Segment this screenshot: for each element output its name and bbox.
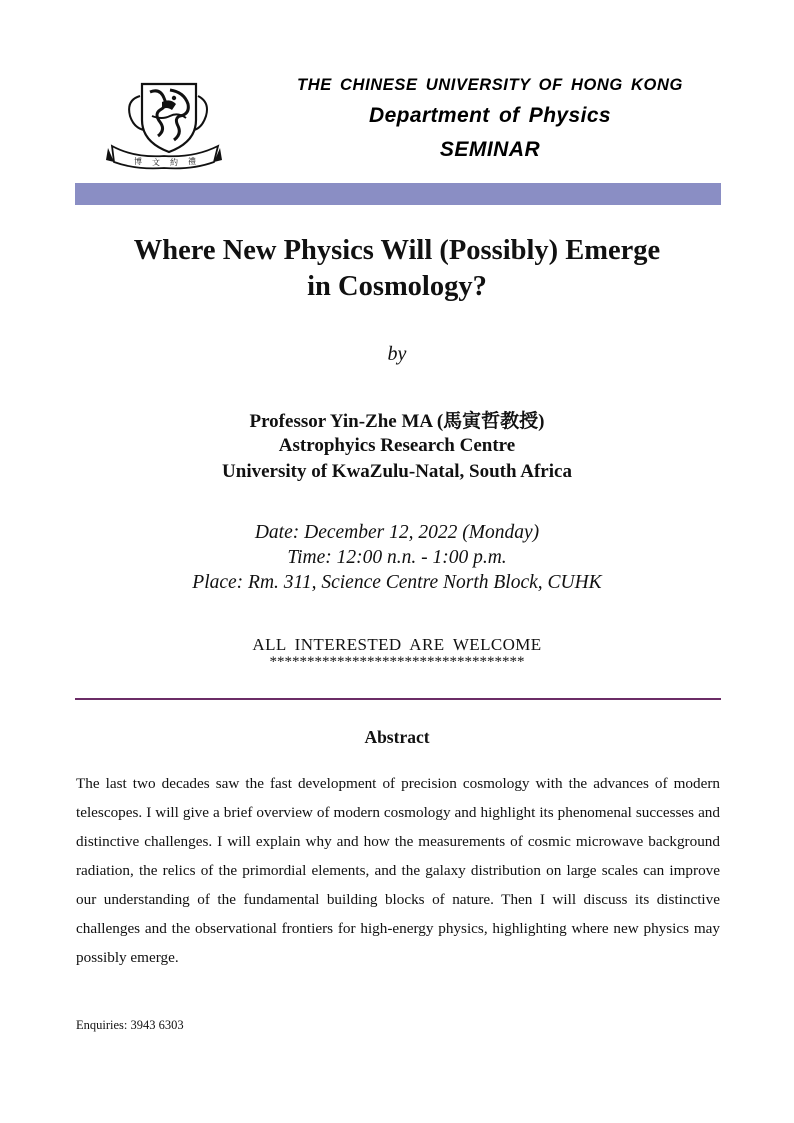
seminar-date: Date: December 12, 2022 (Monday)	[254, 522, 540, 543]
seminar-time: Time: 12:00 n.n. - 1:00 p.m.	[287, 547, 507, 568]
enquiries: Enquiries: 3943 6303	[76, 1018, 184, 1032]
svg-text:博: 博	[134, 157, 142, 166]
abstract-heading: Abstract	[364, 727, 430, 747]
star-divider: **********************************	[269, 654, 525, 670]
speaker-name: Professor Yin-Zhe MA (馬寅哲教授)	[249, 411, 545, 432]
by-label: by	[387, 343, 407, 365]
cuhk-crest-logo	[104, 76, 224, 172]
university-name: THE CHINESE UNIVERSITY OF HONG KONG	[297, 76, 683, 94]
speaker-institution: University of KwaZulu-Natal, South Africa	[222, 461, 572, 482]
divider-rule	[75, 698, 721, 700]
svg-text:禮: 禮	[188, 157, 196, 166]
seminar-title	[0, 233, 794, 305]
welcome-notice: ALL INTERESTED ARE WELCOME	[252, 635, 542, 654]
speaker-affiliation: Astrophyics Research Centre	[278, 435, 516, 456]
header-bar	[75, 183, 721, 205]
title-line-2: in Cosmology?	[307, 271, 487, 302]
svg-text:文: 文	[152, 158, 160, 167]
seminar-place: Place: Rm. 311, Science Centre North Block, CUHK	[192, 572, 602, 593]
event-type: SEMINAR	[439, 138, 541, 161]
svg-text:約: 約	[170, 158, 178, 167]
title-line-1: Where New Physics Will (Possibly) Emerge	[133, 235, 661, 266]
department-name: Department of Physics	[369, 104, 611, 127]
abstract-body: The last two decades saw the fast development of precision cosmology with the advances of modern telescopes. I will give a brief overview of modern cosmology and highlight its phenomenal successes and distinctive challenges. I will explain why and how the measurements of cosmic microwave background radiation, the relics of the primordial elements, and the galaxy distribution on large scales can improve our understanding of the fundamental building blocks of nature. Then I will discuss its distinctive challenges and the observational frontiers for high-energy physics, highlighting where new physics may possibly emerge.	[76, 775, 720, 966]
